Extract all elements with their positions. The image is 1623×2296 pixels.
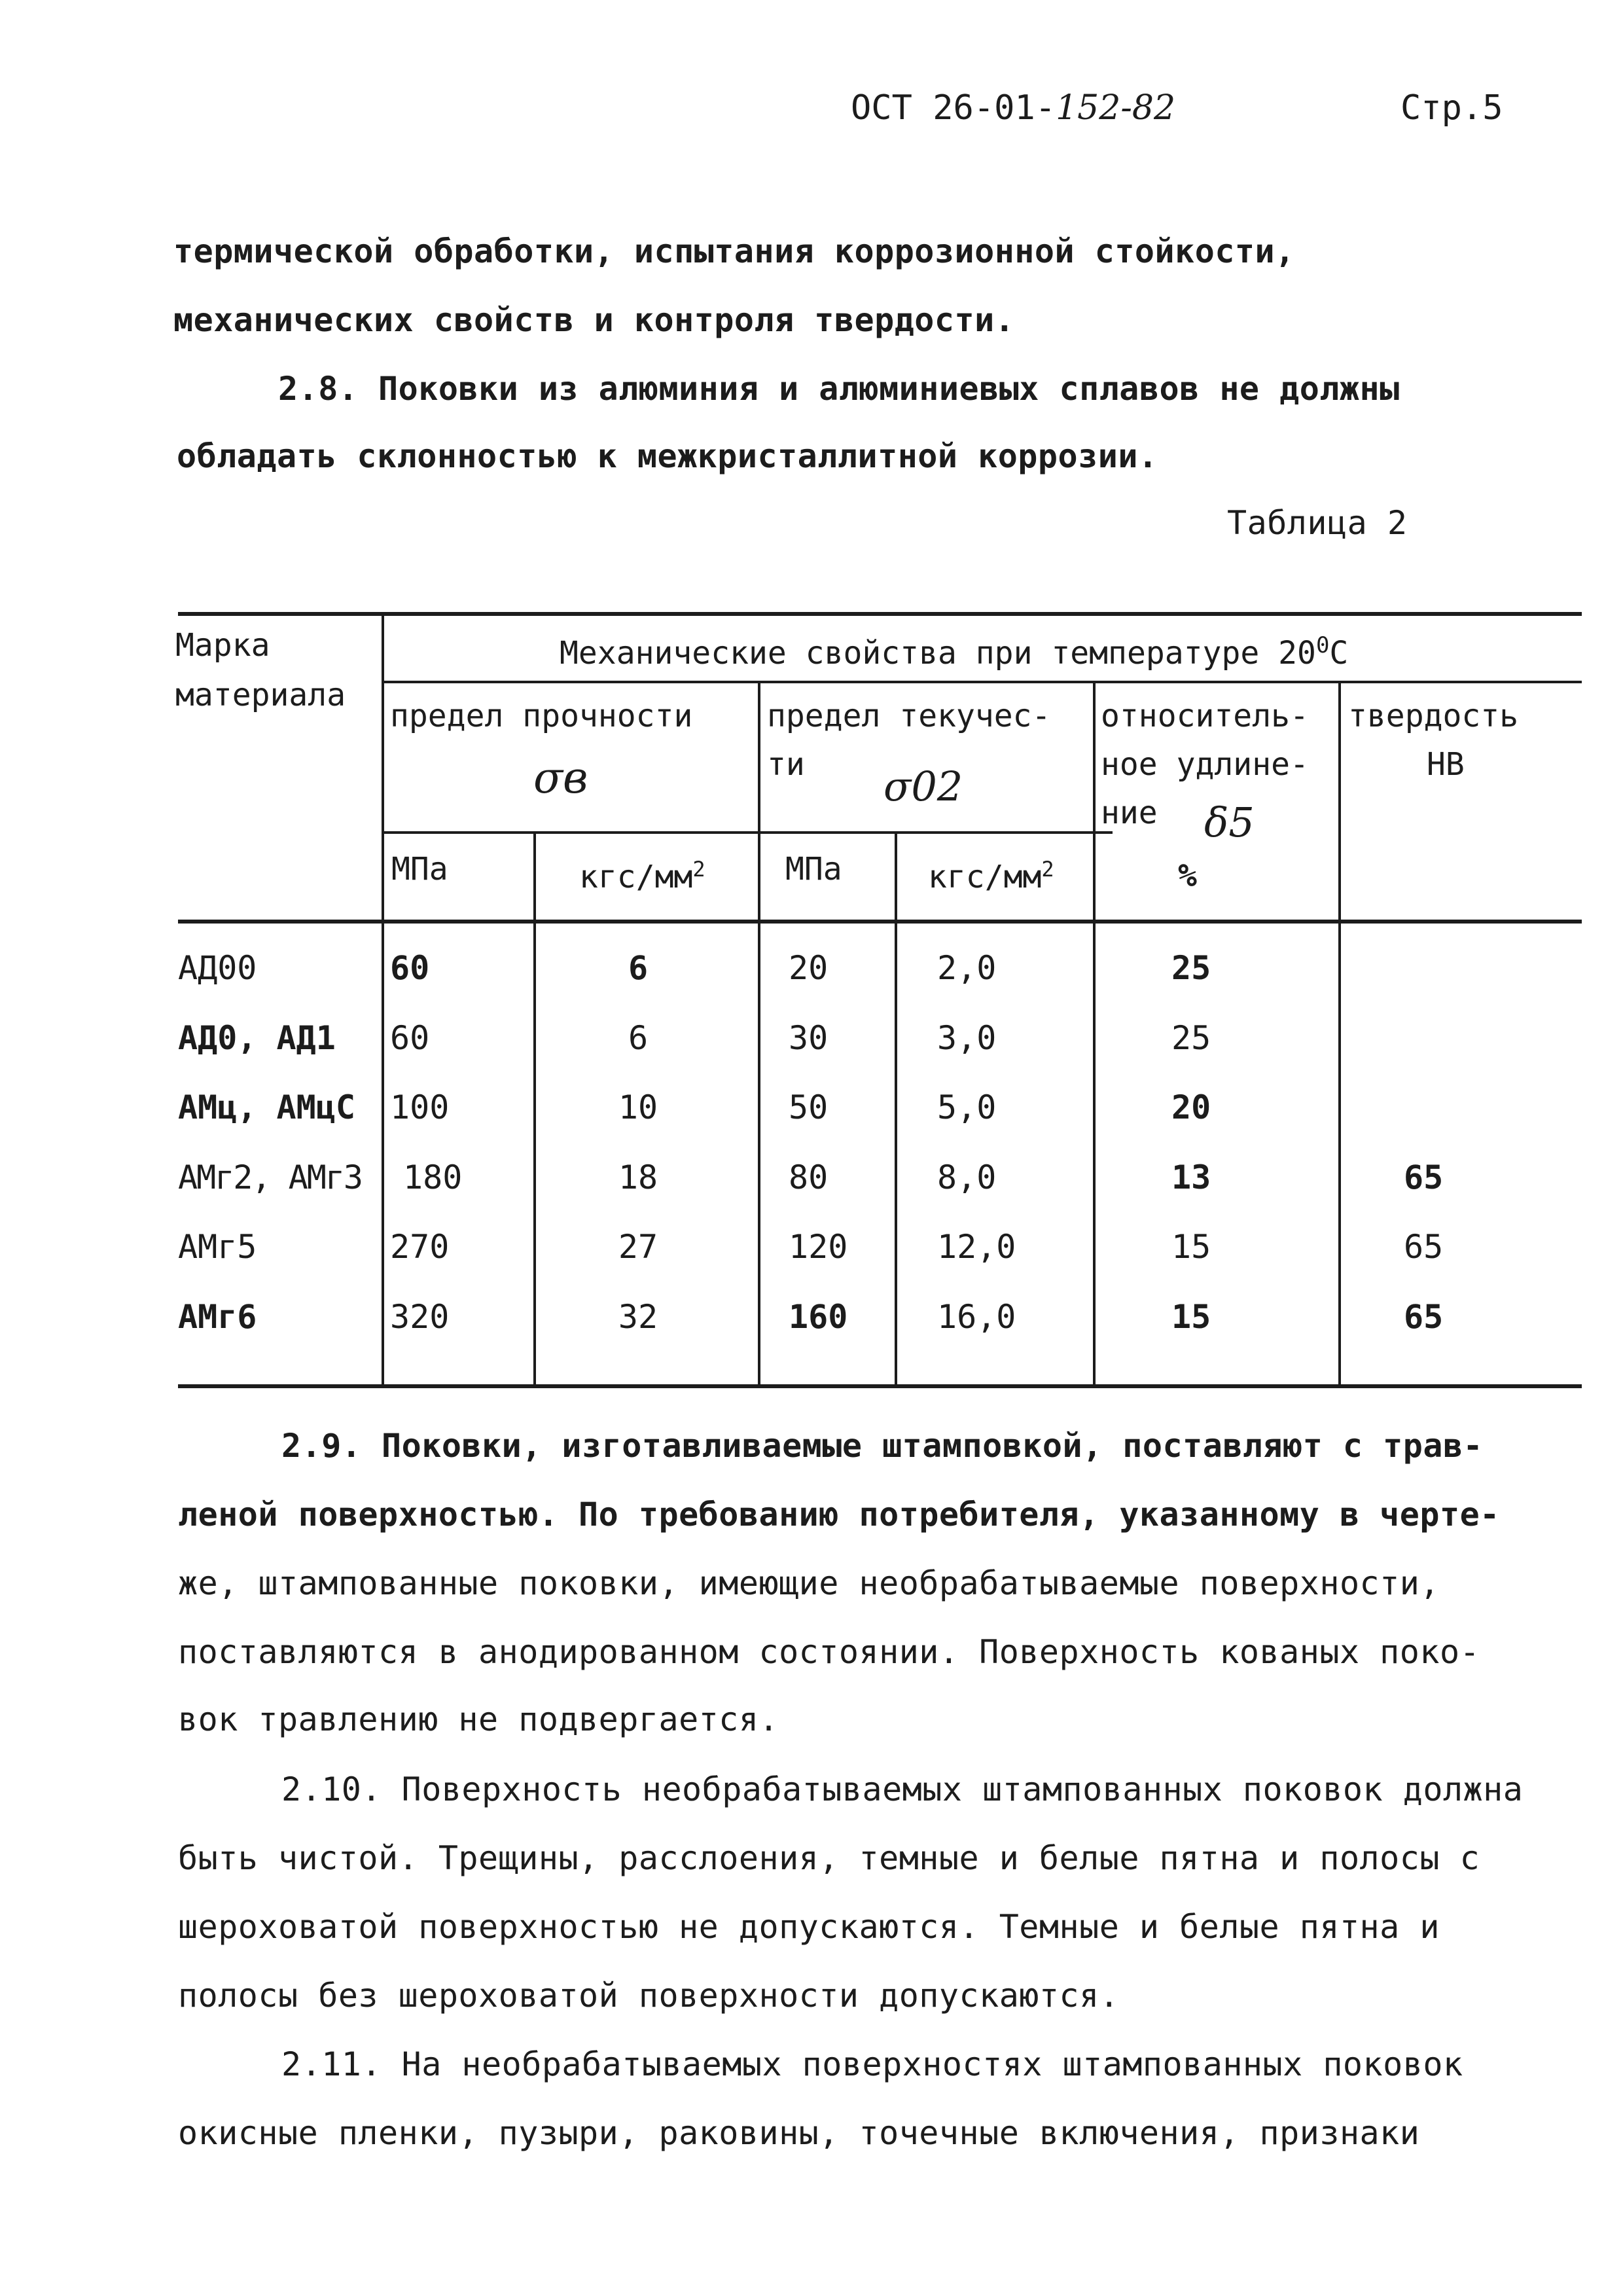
cell-strength-kgf: 32 [618, 1298, 658, 1336]
cell-hardness: 65 [1404, 1228, 1444, 1266]
cell-hardness: 65 [1404, 1298, 1444, 1336]
col-yield-strength-header-1: предел текучес- [767, 698, 1051, 734]
paragraph-line: 2.10. Поверхность необрабатываемых штампованных поковок должна [281, 1770, 1524, 1808]
paragraph-line: 2.8. Поковки из алюминия и алюминиевых сплавов не должны [278, 370, 1400, 408]
cell-elongation: 20 [1171, 1088, 1211, 1126]
table-unit-rule [383, 831, 1113, 834]
group-header: Механические свойства при температуре $20^0С$ [560, 632, 1349, 672]
cell-material: АМц, АМцС [178, 1088, 355, 1126]
paragraph-line: обладать склонностью к межкристаллитной коррозии. [177, 437, 1158, 475]
col-material-header-1: Марка [175, 627, 270, 664]
cell-elongation: 13 [1171, 1158, 1211, 1196]
table-bottom-rule [178, 1384, 1582, 1388]
table-header-bottom-rule [178, 920, 1582, 924]
table-top-rule [178, 612, 1582, 616]
paragraph-line: механических свойств и контроля твердости. [173, 301, 1015, 339]
table-vrule [758, 681, 760, 1386]
table-vrule [533, 831, 536, 1386]
paragraph-line: вок травлению не подвергается. [178, 1700, 779, 1738]
paragraph-line: шероховатой поверхностью не допускаются. Темные и белые пятна и [178, 1908, 1440, 1946]
cell-material: АД0, АД1 [178, 1019, 336, 1057]
cell-strength-kgf: 10 [618, 1088, 658, 1126]
paragraph-line: 2.11. На необрабатываемых поверхностях штампованных поковок [281, 2045, 1463, 2083]
cell-strength-mpa: 60 [390, 949, 430, 987]
cell-strength-kgf: 27 [618, 1228, 658, 1266]
paragraph-line: леной поверхностью. По требованию потребителя, указанному в черте- [178, 1496, 1500, 1534]
paragraph-line: поставляются в анодированном состоянии. Поверхность кованых поко- [178, 1633, 1480, 1671]
cell-yield-mpa: 120 [789, 1228, 848, 1266]
sigma-b-symbol: σв [533, 753, 588, 803]
cell-yield-mpa: 30 [789, 1019, 829, 1057]
cell-elongation: 15 [1171, 1298, 1211, 1336]
elongation-unit: % [1178, 857, 1197, 894]
paragraph-line: же, штампованные поковки, имеющие необрабатываемые поверхности, [178, 1564, 1440, 1602]
cell-yield-kgf: 3,0 [937, 1019, 997, 1057]
paragraph-line: 2.9. Поковки, изготавливаемые штамповкой, поставляют с трав- [281, 1427, 1484, 1465]
table-vrule [895, 831, 897, 1386]
paragraph-line: быть чистой. Трещины, расслоения, темные и белые пятна и полосы с [178, 1839, 1480, 1877]
cell-strength-mpa: 60 [390, 1019, 430, 1057]
delta-5-symbol: δ5 [1204, 798, 1255, 846]
cell-strength-kgf: 6 [628, 1019, 649, 1057]
col-ultimate-strength-header: предел прочности [390, 698, 693, 734]
cell-yield-mpa: 80 [789, 1158, 829, 1196]
cell-yield-kgf: 2,0 [937, 949, 997, 987]
col-yield-strength-header-2: ти [767, 746, 805, 783]
paragraph-line: окисные пленки, пузыри, раковины, точечные включения, признаки [178, 2114, 1420, 2152]
col-hardness-header-1: твердость [1348, 698, 1519, 734]
cell-elongation: 25 [1171, 1019, 1211, 1057]
page-number: Стр.5 [1400, 88, 1503, 128]
unit-mpa-2: МПа [785, 851, 842, 888]
cell-strength-mpa: 320 [390, 1298, 450, 1336]
unit-kgf-1: кгс/$мм^2$ [579, 857, 705, 895]
cell-yield-mpa: 20 [789, 949, 829, 987]
sigma-02-symbol: σ02 [883, 762, 963, 810]
table-caption: Таблица 2 [1227, 504, 1408, 542]
cell-strength-mpa: 180 [403, 1158, 463, 1196]
cell-elongation: 15 [1171, 1228, 1211, 1266]
unit-mpa-1: МПа [391, 851, 448, 888]
cell-material: АМг2, АМг3 [178, 1158, 363, 1196]
cell-yield-mpa: 160 [789, 1298, 848, 1336]
cell-yield-kgf: 5,0 [937, 1088, 997, 1126]
col-elongation-header-2: ное удлине- [1101, 746, 1309, 783]
cell-yield-mpa: 50 [789, 1088, 829, 1126]
document-code [851, 88, 1175, 128]
table-vrule [1338, 681, 1341, 1386]
cell-yield-kgf: 8,0 [937, 1158, 997, 1196]
table-vrule [1093, 681, 1096, 1386]
table-header-rule [383, 681, 1582, 683]
col-material-header-2: материала [175, 677, 346, 713]
col-elongation-header-1: относитель- [1101, 698, 1309, 734]
document-code-handwritten: 152-82 [1056, 88, 1176, 128]
unit-kgf-2: кгс/$мм^2$ [928, 857, 1054, 895]
col-hardness-header-2: НВ [1427, 746, 1465, 783]
cell-material: АД00 [178, 949, 257, 987]
paragraph-line: термической обработки, испытания коррозионной стойкости, [173, 232, 1295, 270]
document-code-printed: ОСТ 26-01- [851, 88, 1056, 128]
cell-yield-kgf: 16,0 [937, 1298, 1016, 1336]
cell-material: АМг5 [178, 1228, 257, 1266]
cell-strength-kgf: 18 [618, 1158, 658, 1196]
paragraph-line: полосы без шероховатой поверхности допускаются. [178, 1977, 1120, 2015]
cell-elongation: 25 [1171, 949, 1211, 987]
cell-yield-kgf: 12,0 [937, 1228, 1016, 1266]
cell-strength-mpa: 100 [390, 1088, 450, 1126]
cell-strength-kgf: 6 [628, 949, 649, 987]
cell-hardness: 65 [1404, 1158, 1444, 1196]
cell-strength-mpa: 270 [390, 1228, 450, 1266]
col-elongation-header-3: ние [1101, 795, 1158, 831]
cell-material: АМг6 [178, 1298, 257, 1336]
table-vrule [382, 612, 384, 1386]
